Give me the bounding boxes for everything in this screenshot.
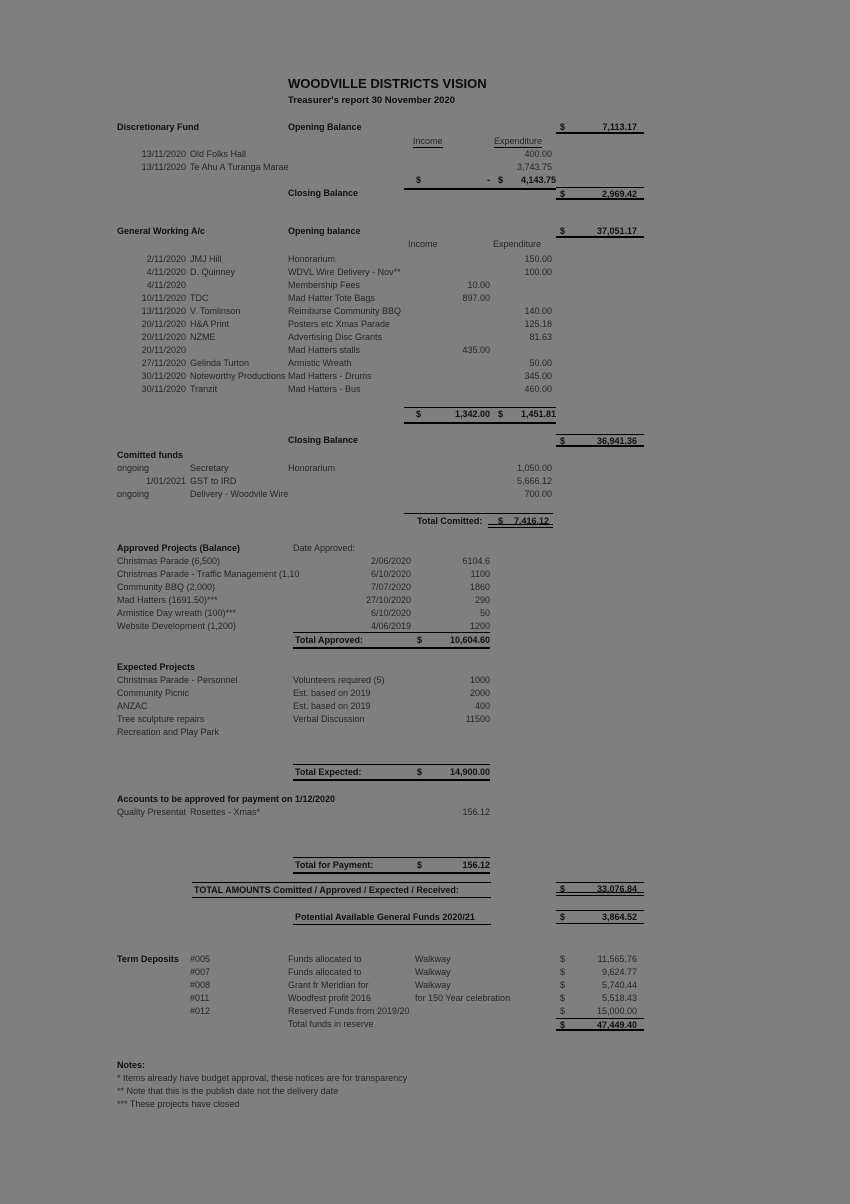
report-title: WOODVILLE DISTRICTS VISION (288, 76, 487, 91)
txn-expenditure: 140.00 (524, 306, 552, 316)
transaction-row (0, 357, 850, 370)
currency-symbol: $ (560, 226, 566, 236)
committed-amount: 700.00 (524, 489, 552, 499)
txn-name: JMJ Hill (190, 254, 222, 264)
approved-date: 6/10/2020 (370, 569, 411, 579)
approved-total-label: Total Approved: (295, 635, 363, 645)
committed-when: 1/01/2021 (145, 476, 186, 486)
expected-header-row (0, 661, 850, 674)
expected-desc: Est. based on 2019 (293, 701, 371, 711)
transaction-row (0, 253, 850, 266)
txn-desc: Advertising Disc Grants (288, 332, 383, 342)
committed-total-row (0, 513, 850, 526)
approved-date: 4/06/2019 (370, 621, 411, 631)
deposit-value (556, 1005, 644, 1018)
transaction-row (0, 331, 850, 344)
discretionary-closing-row (0, 187, 850, 200)
currency-symbol: $ (498, 409, 504, 419)
approved-value: 50 (479, 608, 490, 618)
opening-balance-label: Opening balance (288, 226, 361, 236)
expected-desc: Volunteers required (5) (293, 675, 385, 685)
txn-expenditure: 125.18 (524, 319, 552, 329)
income-column-header: Income (408, 239, 438, 249)
expected-row (0, 674, 850, 687)
closing-balance-label: Closing Balance (288, 435, 359, 445)
potential-funds-row (0, 910, 850, 923)
txn-desc: Mad Hatters - Bus (288, 384, 361, 394)
note-line (0, 1072, 850, 1085)
transaction-row (0, 318, 850, 331)
opening-balance-value (556, 121, 644, 134)
txn-name: TDC (190, 293, 209, 303)
payments-total-label: Total for Payment: (295, 860, 374, 870)
approved-date: 7/07/2020 (370, 582, 411, 592)
txn-desc: Posters etc Xmas Parade (288, 319, 391, 329)
term-deposit-row (0, 953, 850, 966)
deposit-desc2: Walkway (415, 980, 451, 990)
deposit-code: #012 (190, 1006, 211, 1016)
expected-total-label: Total Expected: (295, 767, 362, 777)
txn-expenditure: 460.00 (524, 384, 552, 394)
currency-symbol: $ (498, 175, 504, 185)
note-line (0, 1085, 850, 1098)
txn-date: 4/11/2020 (146, 267, 186, 277)
expected-desc: Verbal Discussion (293, 714, 365, 724)
deposit-amount: 9,624.77 (601, 967, 637, 977)
currency-symbol: $ (560, 189, 566, 199)
approved-value: 6104.6 (462, 556, 490, 566)
committed-name: Delivery - Woodvile Wire (190, 489, 289, 499)
deposit-amount: 5,740.44 (601, 980, 637, 990)
txn-income: 435.00 (462, 345, 490, 355)
payment-name: Quality Presentat (117, 807, 187, 817)
committed-amount: 5,666.12 (516, 476, 552, 486)
payments-label: Accounts to be approved for payment on 1/12/2020 (117, 794, 336, 804)
expected-row (0, 713, 850, 726)
committed-row (0, 488, 850, 501)
currency-symbol: $ (416, 409, 422, 419)
approved-value: 1860 (469, 582, 490, 592)
expected-total-row (0, 764, 850, 777)
term-deposits-label: Term Deposits (117, 954, 179, 964)
deposit-desc2: Walkway (415, 967, 451, 977)
committed-total-amount: 7,416.12 (513, 516, 549, 526)
currency-symbol: $ (560, 436, 566, 446)
txn-date: 13/11/2020 (141, 162, 186, 172)
committed-name: Secretary (190, 463, 229, 473)
deposit-desc2: for 150 Year celebration (415, 993, 511, 1003)
payments-total-row (0, 857, 850, 870)
txn-expenditure: 81.63 (529, 332, 552, 342)
deposit-code: #011 (190, 993, 210, 1003)
currency-symbol: $ (560, 980, 566, 990)
deposit-amount: 15,000.00 (596, 1006, 637, 1016)
deposit-desc: Funds allocated to (288, 967, 362, 977)
approved-total (293, 632, 490, 649)
currency-symbol: $ (560, 122, 566, 132)
closing-balance-amount: 2,969.42 (601, 189, 637, 199)
potential-funds-label-box (293, 910, 491, 925)
expected-name: Recreation and Play Park (117, 727, 220, 737)
closing-balance-value (556, 187, 644, 200)
deposit-value (556, 953, 644, 966)
general-totals-row (0, 407, 850, 420)
txn-date: 4/11/2020 (146, 280, 186, 290)
deposit-code: #007 (190, 967, 211, 977)
deposit-value (556, 979, 644, 992)
payment-name2: Rosettes - Xmas* (190, 807, 261, 817)
potential-funds-amount: 3,864.52 (601, 912, 637, 922)
txn-date: 30/11/2020 (141, 371, 186, 381)
reserve-total-value (556, 1018, 644, 1031)
expected-row (0, 726, 850, 739)
date-approved-label: Date Approved: (293, 543, 356, 553)
currency-symbol: $ (560, 993, 566, 1003)
txn-date: 30/11/2020 (141, 384, 186, 394)
grand-total-amount: 33,076.84 (596, 884, 637, 894)
committed-funds-header (0, 449, 850, 462)
income-expenditure-totals (404, 407, 556, 424)
deposit-desc: Reserved Funds from 2019/20 (288, 1006, 410, 1016)
txn-name: Noteworthy Productions (190, 371, 286, 381)
txn-date: 20/11/2020 (141, 332, 186, 342)
expected-row (0, 687, 850, 700)
approved-name: Mad Hatters (1691.50)*** (117, 595, 218, 605)
term-deposit-row (0, 992, 850, 1005)
grand-total-row (0, 882, 850, 895)
txn-expenditure: 3,743.75 (516, 162, 552, 172)
txn-date: 13/11/2020 (141, 306, 186, 316)
grand-total-value (556, 882, 644, 896)
note-text: ** Note that this is the publish date not the delivery date (117, 1086, 339, 1096)
expected-name: Tree sculpture repairs (117, 714, 205, 724)
approved-projects-label: Approved Projects (Balance) (117, 543, 241, 553)
expected-projects-label: Expected Projects (117, 662, 196, 672)
txn-name: D. Quinney (190, 267, 236, 277)
txn-name: Old Folks Hall (190, 149, 247, 159)
expected-total (293, 764, 490, 781)
txn-date: 10/11/2020 (141, 293, 186, 303)
expected-value: 400 (474, 701, 490, 711)
deposit-value (556, 992, 644, 1005)
closing-balance-amount: 36,941.36 (596, 436, 637, 446)
txn-name: Te Ahu A Turanga Marae (190, 162, 289, 172)
income-total: - (487, 175, 490, 185)
discretionary-fund-label: Discretionary Fund (117, 122, 200, 132)
transaction-row (0, 266, 850, 279)
opening-balance-amount: 7,113.17 (602, 122, 637, 132)
txn-name: NZME (190, 332, 216, 342)
txn-expenditure: 150.00 (524, 254, 552, 264)
approved-header-row (0, 542, 850, 555)
deposit-code: #005 (190, 954, 211, 964)
approved-total-row (0, 632, 850, 645)
potential-funds-label: Potential Available General Funds 2020/21 (295, 912, 475, 922)
txn-name: Gelinda Turton (190, 358, 250, 368)
deposit-value (556, 966, 644, 979)
expected-name: Community Picnic (117, 688, 190, 698)
deposit-amount: 5,518.43 (601, 993, 637, 1003)
transaction-row (0, 279, 850, 292)
committed-total-value (488, 515, 553, 528)
txn-desc: Armistic Wreath (288, 358, 352, 368)
transaction-row (0, 292, 850, 305)
discretionary-column-headers (0, 135, 850, 148)
txn-date: 13/11/2020 (141, 149, 186, 159)
expected-value: 11500 (465, 714, 490, 724)
transaction-row (0, 161, 850, 174)
transaction-row (0, 344, 850, 357)
grand-total-label-box (192, 882, 491, 898)
term-deposit-row (0, 979, 850, 992)
txn-expenditure: 400.00 (524, 149, 552, 159)
expenditure-total: 1,451.81 (520, 409, 556, 419)
committed-row (0, 462, 850, 475)
transaction-row (0, 383, 850, 396)
currency-symbol: $ (560, 967, 566, 977)
approved-name: Christmas Parade (6,500) (117, 556, 221, 566)
opening-balance-value (556, 225, 644, 238)
approved-value: 1200 (469, 621, 490, 631)
currency-symbol: $ (498, 516, 504, 526)
currency-symbol: $ (417, 860, 423, 870)
approved-row (0, 568, 850, 581)
general-closing-row (0, 434, 850, 447)
approved-total-amount: 10,604.60 (449, 635, 490, 645)
committed-amount: 1,050.00 (516, 463, 552, 473)
approved-row (0, 555, 850, 568)
approved-name: Community BBQ (2,000) (117, 582, 216, 592)
committed-when: ongoing (117, 463, 150, 473)
committed-funds-label: Comitted funds (117, 450, 183, 460)
approved-date: 6/10/2020 (370, 608, 411, 618)
note-text: *** These projects have closed (117, 1099, 240, 1109)
txn-desc: Mad Hatter Tote Bags (288, 293, 375, 303)
notes-header-row (0, 1059, 850, 1072)
approved-name: Christmas Parade - Traffic Management (1,10 (117, 569, 300, 579)
committed-total (404, 513, 553, 528)
txn-income: 897.00 (462, 293, 490, 303)
payments-header-row (0, 793, 850, 806)
currency-symbol: $ (417, 635, 423, 645)
approved-date: 2/06/2020 (370, 556, 411, 566)
notes-label: Notes: (117, 1060, 146, 1070)
txn-desc: Membership Fees (288, 280, 361, 290)
general-header-row (0, 225, 850, 238)
committed-name: GST to IRD (190, 476, 237, 486)
currency-symbol: $ (560, 1006, 566, 1016)
committed-desc: Honorarium (288, 463, 336, 473)
txn-desc: Reimburse Community BBQ (288, 306, 402, 316)
reserve-total-amount: 47,449.40 (596, 1020, 637, 1030)
general-working-label: General Working A/c (117, 226, 206, 236)
txn-expenditure: 100.00 (524, 267, 552, 277)
expected-name: Christmas Parade - Personnel (117, 675, 238, 685)
discretionary-totals-row (0, 174, 850, 187)
term-deposit-row (0, 1005, 850, 1018)
discretionary-header-row (0, 121, 850, 134)
expenditure-column-header: Expenditure (493, 239, 542, 249)
txn-date: 27/11/2020 (141, 358, 186, 368)
expected-value: 1000 (469, 675, 490, 685)
deposit-desc: Woodfest profit 2016 (288, 993, 371, 1003)
deposit-code: #008 (190, 980, 211, 990)
note-line (0, 1098, 850, 1111)
currency-symbol: $ (416, 175, 422, 185)
deposit-amount: 11,565.76 (597, 954, 637, 964)
txn-expenditure: 50.00 (529, 358, 552, 368)
approved-value: 290 (474, 595, 490, 605)
txn-desc: Mad Hatters - Drums (288, 371, 372, 381)
payment-row (0, 806, 850, 819)
txn-expenditure: 345.00 (524, 371, 552, 381)
txn-date: 20/11/2020 (141, 345, 186, 355)
reserve-total-label: Total funds in reserve (288, 1019, 374, 1029)
expenditure-total: 4,143.75 (520, 175, 556, 185)
committed-when: ongoing (117, 489, 150, 499)
general-column-headers (0, 238, 850, 251)
approved-name: Armistice Day wreath (100)*** (117, 608, 237, 618)
txn-desc: WDVL Wire Delivery - Nov** (288, 267, 401, 277)
term-deposit-row (0, 966, 850, 979)
payments-total-amount: 156.12 (462, 860, 490, 870)
deposit-desc2: Walkway (415, 954, 451, 964)
expected-row (0, 700, 850, 713)
txn-name: Tranzit (190, 384, 218, 394)
income-column-header: Income (413, 136, 443, 146)
expenditure-column-header: Expenditure (494, 136, 543, 146)
txn-date: 20/11/2020 (141, 319, 186, 329)
txn-desc: Honorarium (288, 254, 336, 264)
expected-desc: Est. based on 2019 (293, 688, 371, 698)
closing-balance-value (556, 434, 644, 447)
currency-symbol: $ (560, 884, 566, 894)
income-total: 1,342.00 (454, 409, 490, 419)
approved-row (0, 607, 850, 620)
txn-desc: Mad Hatters stalls (288, 345, 361, 355)
expected-name: ANZAC (117, 701, 148, 711)
txn-name: H&A Print (190, 319, 230, 329)
term-deposits-total-row (0, 1018, 850, 1031)
opening-balance-amount: 37,051.17 (596, 226, 637, 236)
report-subtitle: Treasurer's report 30 November 2020 (288, 95, 456, 106)
note-text: * Items already have budget approval, these notices are for transparency (117, 1073, 408, 1083)
closing-balance-label: Closing Balance (288, 188, 359, 198)
opening-balance-label: Opening Balance (288, 122, 362, 132)
currency-symbol: $ (560, 954, 566, 964)
payment-amount: 156.12 (462, 807, 490, 817)
grand-total-label: TOTAL AMOUNTS Comitted / Approved / Expected / Received: (194, 885, 459, 895)
approved-name: Website Development (1,200) (117, 621, 236, 631)
txn-income: 10.00 (467, 280, 490, 290)
currency-symbol: $ (560, 912, 566, 922)
payments-total (293, 857, 490, 874)
transaction-row (0, 370, 850, 383)
approved-value: 1100 (470, 569, 490, 579)
potential-funds-value (556, 910, 644, 924)
txn-name: V. Tomlinson (190, 306, 241, 316)
expected-total-amount: 14,900.00 (449, 767, 490, 777)
deposit-desc: Funds allocated to (288, 954, 362, 964)
approved-date: 27/10/2020 (365, 595, 411, 605)
committed-row (0, 475, 850, 488)
transaction-row (0, 305, 850, 318)
txn-date: 2/11/2020 (146, 254, 186, 264)
currency-symbol: $ (560, 1020, 566, 1030)
transaction-row (0, 148, 850, 161)
currency-symbol: $ (417, 767, 423, 777)
expected-value: 2000 (469, 688, 490, 698)
committed-total-label: Total Comitted: (417, 516, 483, 526)
deposit-desc: Grant fr Meridian for (288, 980, 369, 990)
approved-row (0, 594, 850, 607)
approved-row (0, 581, 850, 594)
